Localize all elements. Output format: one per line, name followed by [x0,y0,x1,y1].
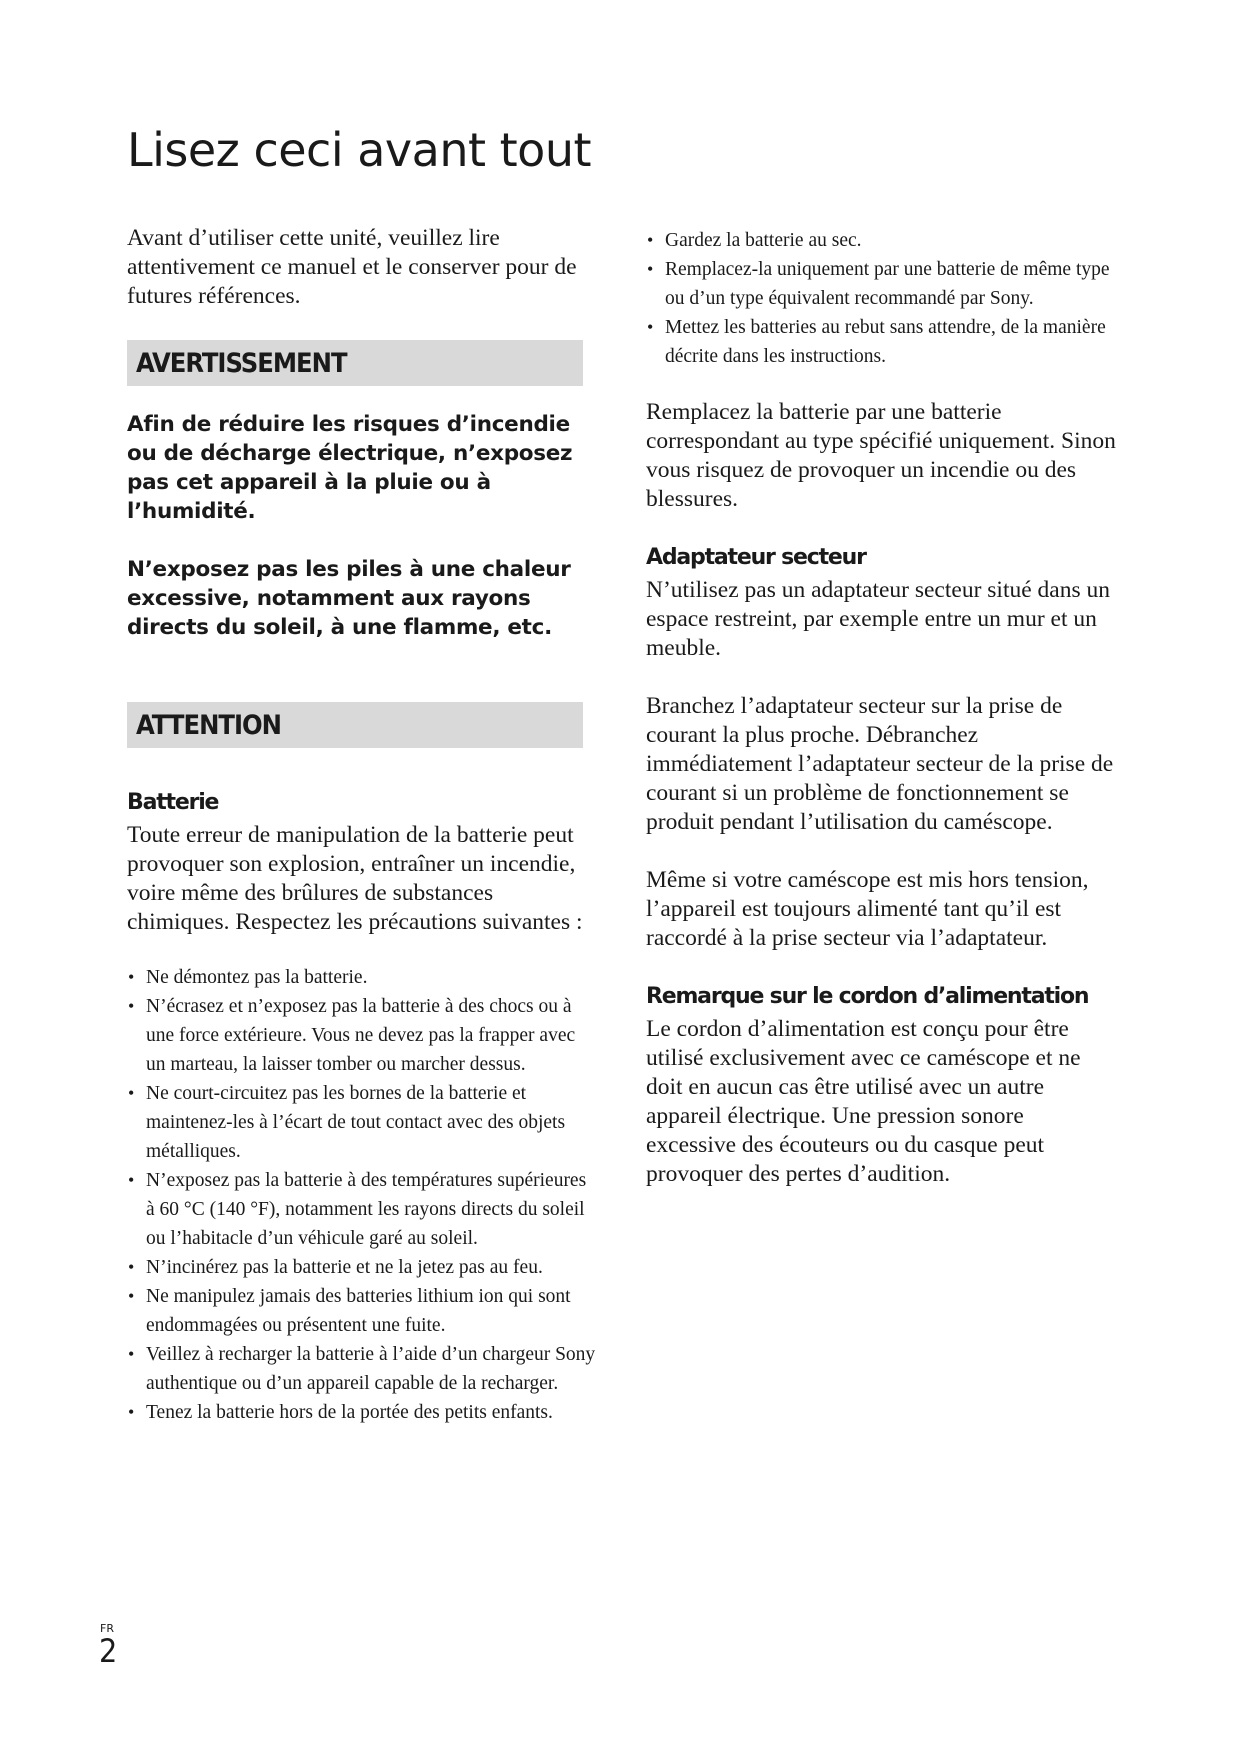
intro-text: Avant d’utiliser cette unité, veuillez lire attentivement ce manuel et le conserver pour de futures références. [127,225,577,309]
adaptateur-text-3: Même si votre caméscope est mis hors tension, l’appareil est toujours alimenté tant qu’il est raccordé à la prise secteur via l’adaptateur. [646,867,1089,951]
list-item: • Veillez à recharger la batterie à l’aide d’un chargeur Sony authentique ou d’un appareil capable de la recharger. [127,1340,597,1398]
list-item: • Mettez les batteries au rebut sans attendre, de la manière décrite dans les instructions. [646,313,1116,371]
left-column [127,224,597,1427]
bullet-icon: • [128,1402,135,1422]
warning-heat-text: N’exposez pas les piles à une chaleur excessive, notamment aux rayons directs du soleil, à une flamme, etc. [127,557,571,640]
bullet-icon: • [128,1170,135,1190]
adaptateur-heading: Adaptateur secteur [646,545,866,570]
warning-fire-text: Afin de réduire les risques d’incendie ou de décharge électrique, n’exposez pas cet appareil à la pluie ou à l’humidité. [127,412,573,524]
cordon-heading: Remarque sur le cordon d’alimentation [646,984,1089,1009]
bullet-icon: • [128,1286,135,1306]
cordon-text: Le cordon d’alimentation est conçu pour être utilisé exclusivement avec ce caméscope et ne doit en aucun cas être utilisé avec un autre appareil électrique. Une pression sonore excessive des écouteurs ou du casque peut provoquer des pertes d’audition. [646,1016,1081,1187]
bullet-icon: • [128,1257,135,1277]
language-code: FR [100,1622,114,1635]
list-item: • N’exposez pas la batterie à des températures supérieures à 60 °C (140 °F), notamment les rayons directs du soleil ou l’habitacle d’un véhicule garé au soleil. [127,1166,597,1253]
page-title: Lisez ceci avant tout [127,122,592,177]
list-item: • Ne manipulez jamais des batteries lithium ion qui sont endommagées ou présentent une fuite. [127,1282,597,1340]
batterie-text: Toute erreur de manipulation de la batterie peut provoquer son explosion, entraîner un incendie, voire même des brûlures de substances chimiques. Respectez les précautions suivantes : [127,822,583,935]
bullet-icon: • [647,259,654,279]
adaptateur-text-1: N’utilisez pas un adaptateur secteur situé dans un espace restreint, par exemple entre un mur et un meuble. [646,577,1110,661]
list-item: • Gardez la batterie au sec. [646,226,1116,255]
battery-handling-list [646,226,1116,371]
attention-banner [127,702,583,748]
list-item: • Tenez la batterie hors de la portée des petits enfants. [127,1398,597,1427]
bullet-icon: • [647,317,654,337]
batterie-precautions-list [127,963,597,1427]
bullet-icon: • [128,996,135,1016]
attention-label: ATTENTION [136,709,281,741]
bullet-icon: • [128,967,135,987]
list-item: • N’écrasez et n’exposez pas la batterie à des chocs ou à une force extérieure. Vous ne devez pas la frapper avec un marteau, la laisser tomber ou marcher dessus. [127,992,597,1079]
list-item: • Remplacez-la uniquement par une batterie de même type ou d’un type équivalent recommandé par Sony. [646,255,1116,313]
avertissement-banner [127,340,583,386]
batterie-heading: Batterie [127,790,219,815]
list-item: • N’incinérez pas la batterie et ne la jetez pas au feu. [127,1253,597,1282]
replace-battery-text: Remplacez la batterie par une batterie correspondant au type spécifié uniquement. Sinon vous risquez de provoquer un incendie ou des blessures. [646,399,1116,512]
right-column [646,226,1116,1189]
avertissement-label: AVERTISSEMENT [136,347,347,379]
bullet-icon: • [128,1344,135,1364]
page-number: 2 [99,1632,118,1670]
list-item: • Ne court-circuitez pas les bornes de la batterie et maintenez-les à l’écart de tout contact avec des objets métalliques. [127,1079,597,1166]
list-item: • Ne démontez pas la batterie. [127,963,597,992]
bullet-icon: • [128,1083,135,1103]
adaptateur-text-2: Branchez l’adaptateur secteur sur la prise de courant la plus proche. Débranchez immédiatement l’adaptateur secteur de la prise de courant si un problème de fonctionnement se produit pendant l’utilisation du caméscope. [646,693,1114,835]
bullet-icon: • [647,230,654,250]
